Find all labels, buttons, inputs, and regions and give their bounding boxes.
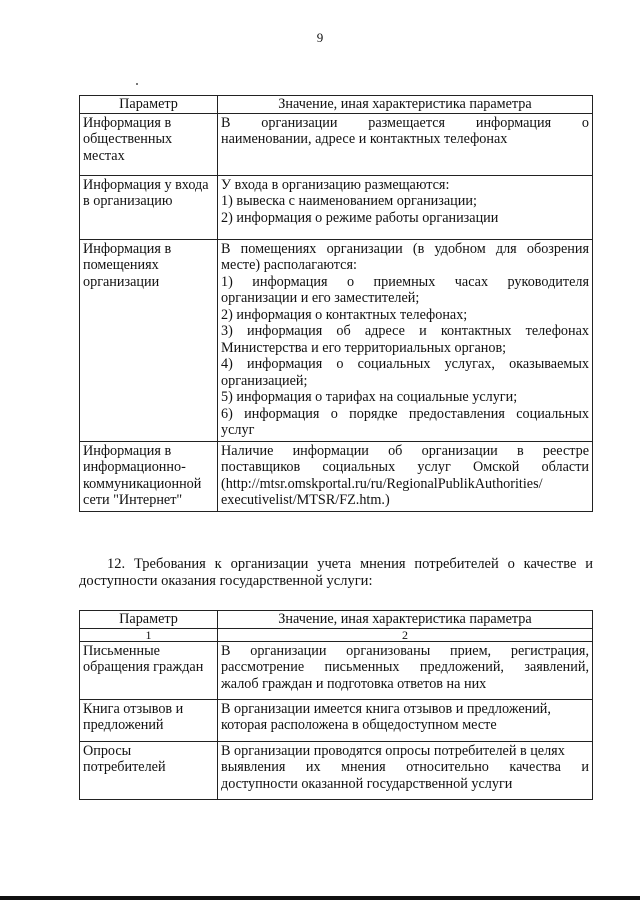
table-row (80, 175, 593, 239)
value-line: наименовании, адресе и контактных телефонах (221, 131, 508, 147)
param-line: организации (83, 273, 160, 290)
table-row (80, 641, 593, 699)
value-cell (218, 699, 593, 741)
param-line: Информация в (83, 240, 172, 257)
param-line: сети "Интернет" (83, 492, 183, 508)
param-line: обращения граждан (83, 659, 204, 675)
param-line: Книга отзывов и (83, 700, 184, 717)
value-line: В организации имеется книга отзывов и предложений, (221, 700, 551, 717)
param-line: Информация в (83, 114, 172, 131)
column-number-row (80, 628, 593, 641)
value-line: 6) информация о порядке предоставления социальных (221, 405, 589, 422)
value-line: которая расположена в общедоступном месте (221, 717, 497, 733)
scan-edge-bar (0, 896, 640, 900)
value-line: организацией; (221, 372, 308, 389)
column-number: 1 (80, 628, 218, 641)
value-cell (218, 441, 593, 511)
value-line: Министерства и его территориальных органов; (221, 339, 507, 356)
param-line: общественных (83, 131, 173, 147)
value-line: executivelist/MTSR/FZ.htm.) (221, 492, 390, 508)
value-line: доступности оказанной государственной услуги (221, 775, 513, 792)
value-line: 3) информация об адресе и контактных телефонах (221, 323, 589, 339)
table-header-row (80, 611, 593, 629)
value-line: У входа в организацию размещаются: (221, 176, 450, 193)
value-line: В помещениях организации (в удобном для обозрения (221, 240, 589, 257)
param-cell (80, 175, 218, 239)
value-line: выявления их мнения относительно качества и (221, 759, 589, 775)
value-cell (218, 113, 593, 175)
param-line: коммуникационной (83, 475, 202, 492)
value-line: услуг (221, 422, 255, 438)
param-line: Информация в (83, 442, 172, 459)
value-line: В организации организованы прием, регистрация, (221, 642, 589, 659)
value-line: месте) располагаются: (221, 257, 357, 273)
param-line: Письменные (83, 642, 160, 659)
header-value: Значение, иная характеристика параметра (218, 96, 593, 114)
value-line: 1) вывеска с наименованием организации; (221, 193, 477, 209)
table-row (80, 741, 593, 799)
param-cell (80, 699, 218, 741)
value-line: В организации проводятся опросы потребителей в целях (221, 742, 565, 759)
param-line: в организацию (83, 193, 173, 209)
value-line: рассмотрение письменных предложений, заявлений, (221, 659, 589, 675)
value-line: 4) информация о социальных услугах, оказываемых (221, 356, 589, 372)
table-row (80, 239, 593, 441)
param-cell (80, 113, 218, 175)
value-line: поставщиков социальных услуг Омской области (221, 459, 589, 475)
table-row (80, 441, 593, 511)
table-row (80, 113, 593, 175)
header-param: Параметр (80, 96, 218, 114)
value-line: 5) информация о тарифах на социальные услуги; (221, 389, 518, 405)
value-line: организации и его заместителей; (221, 290, 420, 306)
value-line: 2) информация о режиме работы организации (221, 209, 499, 226)
param-cell (80, 741, 218, 799)
param-line: потребителей (83, 759, 166, 775)
value-line: В организации размещается информация о (221, 114, 589, 131)
header-param: Параметр (80, 611, 218, 629)
table-header-row (80, 96, 593, 114)
value-line: жалоб граждан и подготовка ответов на них (221, 675, 487, 692)
section-12-paragraph: 12. Требования к организации учета мнения потребителей о качестве и доступности оказания государственной услуги: (79, 556, 593, 589)
param-line: местах (83, 147, 125, 164)
info-placement-table (79, 95, 593, 512)
param-line: Информация у входа (83, 176, 209, 193)
scan-artifact-dot (136, 83, 138, 85)
value-cell (218, 641, 593, 699)
value-line: 2) информация о контактных телефонах; (221, 306, 468, 323)
param-line: Опросы (83, 742, 132, 759)
param-line: помещениях (83, 257, 159, 273)
value-cell (218, 741, 593, 799)
value-line: 1) информация о приемных часах руководителя (221, 273, 589, 290)
value-cell (218, 239, 593, 441)
param-line: предложений (83, 717, 164, 733)
value-line: (http://mtsr.omskportal.ru/ru/RegionalPublikAuthorities/ (221, 475, 543, 492)
value-line: Наличие информации об организации в реестре (221, 442, 589, 459)
header-value: Значение, иная характеристика параметра (218, 611, 593, 629)
column-number: 2 (218, 628, 593, 641)
consumer-feedback-table (79, 610, 593, 800)
param-cell (80, 239, 218, 441)
value-cell (218, 175, 593, 239)
param-cell (80, 641, 218, 699)
param-line: информационно- (83, 459, 186, 475)
page-number: 9 (316, 30, 324, 45)
param-cell (80, 441, 218, 511)
table-row (80, 699, 593, 741)
